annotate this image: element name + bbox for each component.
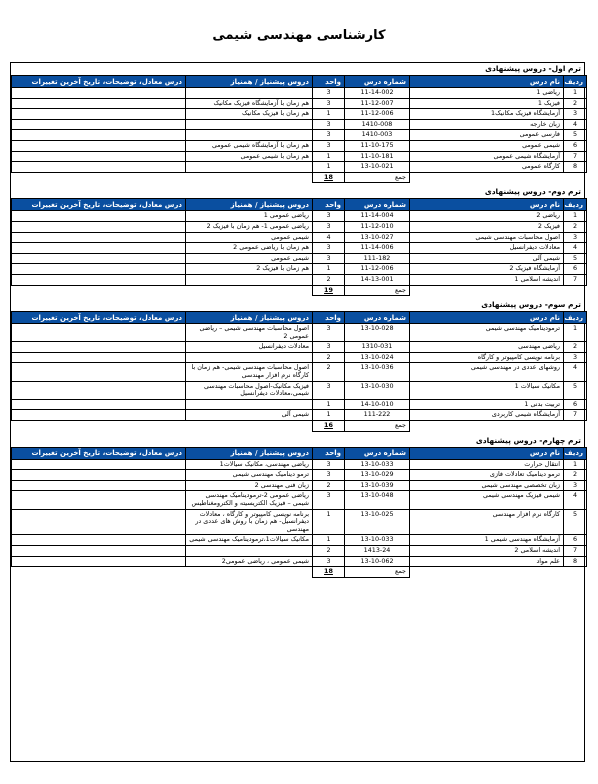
table-cell: شیمی عمومی (410, 140, 564, 151)
table-cell: معادلات دیفرانسیل (410, 243, 564, 254)
table-cell: 13-10-036 (345, 363, 410, 381)
empty-cell (186, 567, 313, 578)
column-header: شماره درس (345, 199, 410, 211)
table-row (12, 119, 587, 130)
table-cell (12, 509, 186, 535)
table-cell: 5 (564, 509, 587, 535)
table-cell: فیزیک 1 (410, 98, 564, 109)
term-table (11, 75, 587, 183)
table-cell (12, 410, 186, 421)
empty-cell (12, 567, 186, 578)
table-cell: 1 (313, 109, 345, 120)
table-cell: 7 (564, 545, 587, 556)
table-row (12, 324, 587, 342)
table-cell: 3 (313, 211, 345, 222)
table-cell: 5 (564, 381, 587, 399)
table-cell: 2 (564, 98, 587, 109)
table-cell: شیمی عمومی (186, 253, 313, 264)
column-header: ردیف (564, 312, 587, 324)
empty-cell (12, 172, 186, 183)
table-cell: 13-10-033 (345, 459, 410, 470)
table-cell: 3 (313, 470, 345, 481)
table-row (12, 381, 587, 399)
table-cell: 2 (564, 221, 587, 232)
sum-row (12, 567, 587, 578)
column-header: ردیف (564, 199, 587, 211)
table-cell (12, 162, 186, 173)
table-cell (12, 98, 186, 109)
table-cell (12, 88, 186, 99)
table-cell (12, 352, 186, 363)
empty-cell (186, 421, 313, 432)
column-header: واحد (313, 199, 345, 211)
table-cell: 2 (313, 352, 345, 363)
table-cell: هم زمان با آزمایشگاه شیمی عمومی (186, 140, 313, 151)
table-cell: 14-13-001 (345, 274, 410, 285)
term-heading: ترم دوم- دروس پیشنهادی (484, 187, 581, 197)
column-header: نام درس (410, 312, 564, 324)
table-row (12, 491, 587, 509)
table-cell (12, 274, 186, 285)
term-table (11, 198, 587, 296)
table-cell: 4 (313, 232, 345, 243)
table-cell: تربیت بدنی 1 (410, 399, 564, 410)
table-cell: 13-10-021 (345, 162, 410, 173)
table-cell: 3 (313, 491, 345, 509)
table-cell: علم مواد (410, 556, 564, 567)
total-units: 18 (313, 172, 345, 183)
table-cell (12, 491, 186, 509)
table-cell: هم زمان با فیزیک مکانیک (186, 109, 313, 120)
table-row (12, 399, 587, 410)
table-cell: آزمایشگاه مهندسی شیمی 1 (410, 535, 564, 546)
table-cell (12, 253, 186, 264)
table-cell: 11-12-007 (345, 98, 410, 109)
table-cell: 7 (564, 151, 587, 162)
table-cell: 1410-008 (345, 119, 410, 130)
table-row (12, 480, 587, 491)
table-cell (12, 324, 186, 342)
table-cell: 1 (564, 324, 587, 342)
table-cell (12, 151, 186, 162)
table-cell: ریاضی مهندسی، مکانیک سیالات1 (186, 459, 313, 470)
column-header: دروس پیشنیاز / همنیاز (186, 76, 313, 88)
column-header: شماره درس (345, 76, 410, 88)
table-cell (12, 556, 186, 567)
table-cell: برنامه نویسی کامپیوتر و کارگاه ، معادلات دیفرانسیل- هم زمان با روش های عددی در مهندسی (186, 509, 313, 535)
table-cell: انتقال حرارت (410, 459, 564, 470)
table-cell: 1 (313, 410, 345, 421)
table-row (12, 556, 587, 567)
table-cell: 13-10-048 (345, 491, 410, 509)
table-cell: 7 (564, 410, 587, 421)
table-cell: 1410-003 (345, 130, 410, 141)
table-cell (12, 119, 186, 130)
table-cell: 5 (564, 130, 587, 141)
table-cell: 3 (564, 352, 587, 363)
table-cell: 3 (313, 88, 345, 99)
column-header: درس معادل، توضیحات، تاریخ آخرین تغییرات (12, 199, 186, 211)
table-cell: هم زمان با آزمایشگاه فیزیک مکانیک (186, 98, 313, 109)
table-cell: 2 (313, 545, 345, 556)
table-cell: شیمی آلی (186, 410, 313, 421)
table-cell: 1 (564, 459, 587, 470)
table-cell: آزمایشگاه شیمی عمومی (410, 151, 564, 162)
table-cell: 8 (564, 556, 587, 567)
table-cell (186, 274, 313, 285)
table-cell: زبان خارجه (410, 119, 564, 130)
table-cell: 13-10-039 (345, 480, 410, 491)
table-cell: شیمی فیزیک مهندسی شیمی (410, 491, 564, 509)
empty-cell (186, 285, 313, 296)
total-units: 19 (313, 285, 345, 296)
table-cell: 11-10-181 (345, 151, 410, 162)
term-heading: ترم اول- دروس پیشنهادی (485, 64, 581, 73)
table-cell: کارگاه نرم افزار مهندسی (410, 509, 564, 535)
table-cell (12, 232, 186, 243)
table-cell: برنامه نویسی کامپیوتر و کارگاه (410, 352, 564, 363)
table-cell: 3 (313, 342, 345, 353)
table-cell (12, 381, 186, 399)
table-cell: هم زمان با شیمی عمومی (186, 151, 313, 162)
column-header: نام درس (410, 199, 564, 211)
table-cell: معادلات دیفرانسیل (186, 342, 313, 353)
table-cell: کارگاه عمومی (410, 162, 564, 173)
table-cell: شیمی عمومی ، ریاضی عمومی2 (186, 556, 313, 567)
column-header: دروس پیشنیاز / همنیاز (186, 199, 313, 211)
table-row (12, 264, 587, 275)
table-cell (12, 480, 186, 491)
column-header: دروس پیشنیاز / همنیاز (186, 447, 313, 459)
total-units: 18 (313, 567, 345, 578)
empty-cell (410, 421, 564, 432)
table-row (12, 470, 587, 481)
table-cell: 3 (313, 119, 345, 130)
table-row (12, 459, 587, 470)
table-cell: 6 (564, 264, 587, 275)
table-cell (186, 88, 313, 99)
table-cell: ریاضی 2 (410, 211, 564, 222)
column-header: درس معادل، توضیحات، تاریخ آخرین تغییرات (12, 312, 186, 324)
table-row (12, 535, 587, 546)
table-cell (12, 211, 186, 222)
table-row (12, 509, 587, 535)
column-header: ردیف (564, 447, 587, 459)
table-cell: ریاضی مهندسی (410, 342, 564, 353)
table-cell: اصول محاسبات مهندسی شیمی (410, 232, 564, 243)
table-cell: هم زمان با ریاضی عمومی 2 (186, 243, 313, 254)
term-heading: ترم چهارم- دروس پیشنهادی (475, 435, 581, 445)
table-cell (12, 140, 186, 151)
empty-cell (410, 567, 564, 578)
table-cell: 1413-24 (345, 545, 410, 556)
table-cell (12, 130, 186, 141)
table-cell: 1 (313, 535, 345, 546)
sum-row (12, 172, 587, 183)
empty-cell (186, 172, 313, 183)
table-row (12, 162, 587, 173)
table-cell: 13-10-027 (345, 232, 410, 243)
table-cell: 11-10-175 (345, 140, 410, 151)
table-cell: 3 (564, 232, 587, 243)
term-table (11, 447, 587, 578)
empty-cell (12, 285, 186, 296)
column-header: دروس پیشنیاز / همنیاز (186, 312, 313, 324)
table-cell: 4 (564, 363, 587, 381)
table-cell: 3 (313, 381, 345, 399)
table-cell: مکانیک سیالات1،ترمودینامیک مهندسی شیمی (186, 535, 313, 546)
table-cell: ترمو دینامیک مهندسی شیمی (186, 470, 313, 481)
table-row (12, 253, 587, 264)
table-cell: آزمایشگاه فیزیک 2 (410, 264, 564, 275)
term-table (11, 311, 587, 432)
table-row (12, 140, 587, 151)
table-cell: هم زمان با فیزیک 2 (186, 264, 313, 275)
table-cell (12, 342, 186, 353)
table-cell (186, 399, 313, 410)
table-row (12, 151, 587, 162)
table-cell: 13-10-024 (345, 352, 410, 363)
table-row (12, 243, 587, 254)
sum-label: جمع (345, 172, 410, 183)
table-cell: 6 (564, 535, 587, 546)
table-cell: 2 (564, 470, 587, 481)
table-cell: ترمو دینامیک تعادلات فازی (410, 470, 564, 481)
table-cell (12, 264, 186, 275)
table-cell: ریاضی 1 (410, 88, 564, 99)
table-row (12, 363, 587, 381)
table-cell (12, 243, 186, 254)
table-cell (12, 399, 186, 410)
table-cell: ریاضی عمومی 1 (186, 211, 313, 222)
table-cell: مکانیک سیالات 1 (410, 381, 564, 399)
table-cell: 4 (564, 119, 587, 130)
table-cell: 13-10-030 (345, 381, 410, 399)
table-cell: آزمایشگاه شیمی کاربردی (410, 410, 564, 421)
empty-cell (564, 285, 587, 296)
table-row (12, 98, 587, 109)
table-cell: 3 (313, 556, 345, 567)
table-cell: 13-10-062 (345, 556, 410, 567)
table-cell (186, 130, 313, 141)
table-cell: 3 (313, 98, 345, 109)
table-cell: 6 (564, 140, 587, 151)
table-cell: فارسی عمومی (410, 130, 564, 141)
table-cell: 8 (564, 162, 587, 173)
table-cell: شیمی عمومی (186, 232, 313, 243)
table-cell: 3 (564, 480, 587, 491)
table-cell: شیمی آلی (410, 253, 564, 264)
sum-label: جمع (345, 421, 410, 432)
table-cell: فیزیک 2 (410, 221, 564, 232)
table-cell: 1 (564, 211, 587, 222)
table-cell: 4 (564, 243, 587, 254)
table-cell: 13-10-025 (345, 509, 410, 535)
table-cell: 3 (313, 130, 345, 141)
table-cell: 11-12-006 (345, 264, 410, 275)
table-cell: 1 (313, 264, 345, 275)
table-cell (12, 363, 186, 381)
table-cell: 11-12-010 (345, 221, 410, 232)
table-row (12, 109, 587, 120)
table-cell: 13-10-033 (345, 535, 410, 546)
table-cell (12, 221, 186, 232)
column-header: نام درس (410, 76, 564, 88)
table-cell: 2 (313, 480, 345, 491)
column-header: درس معادل، توضیحات، تاریخ آخرین تغییرات (12, 447, 186, 459)
curriculum-container (10, 62, 585, 762)
table-cell: 5 (564, 253, 587, 264)
table-cell: زبان فنی مهندسی 2 (186, 480, 313, 491)
table-cell: 3 (564, 109, 587, 120)
sum-label: جمع (345, 285, 410, 296)
table-cell: 11-14-004 (345, 211, 410, 222)
table-cell: اصول محاسبات مهندسی شیمی- هم زمان با کارگاه نرم افزار مهندسی (186, 363, 313, 381)
table-cell: ریاضی عمومی 2-ترمودینامیک مهندسی شیمی – فیزیک الکتریسیته و الکترومغناطیس (186, 491, 313, 509)
table-cell: 3 (313, 459, 345, 470)
table-cell: 1310-031 (345, 342, 410, 353)
table-cell: ترمودینامیک مهندسی شیمی (410, 324, 564, 342)
table-cell (186, 352, 313, 363)
table-cell: 1 (313, 151, 345, 162)
sum-row (12, 285, 587, 296)
table-cell: 4 (564, 491, 587, 509)
table-cell: 1 (313, 162, 345, 173)
empty-cell (564, 421, 587, 432)
column-header: درس معادل، توضیحات، تاریخ آخرین تغییرات (12, 76, 186, 88)
table-cell: 111-222 (345, 410, 410, 421)
page-title: کارشناسی مهندسی شیمی (212, 28, 386, 43)
table-cell (186, 162, 313, 173)
sum-label: جمع (345, 567, 410, 578)
table-cell: اندیشه اسلامی 2 (410, 545, 564, 556)
table-cell: روشهای عددی در مهندسی شیمی (410, 363, 564, 381)
column-header: شماره درس (345, 447, 410, 459)
table-cell: 3 (313, 140, 345, 151)
table-cell: 6 (564, 399, 587, 410)
table-row (12, 232, 587, 243)
table-row (12, 545, 587, 556)
table-row (12, 342, 587, 353)
table-cell: 1 (313, 399, 345, 410)
empty-cell (410, 172, 564, 183)
table-row (12, 211, 587, 222)
column-header: نام درس (410, 447, 564, 459)
total-units: 16 (313, 421, 345, 432)
table-row (12, 352, 587, 363)
table-cell: 3 (313, 253, 345, 264)
table-row (12, 221, 587, 232)
table-cell: 11-14-006 (345, 243, 410, 254)
table-cell: آزمایشگاه فیزیک مکانیک1 (410, 109, 564, 120)
column-header: واحد (313, 447, 345, 459)
table-cell: 11-12-006 (345, 109, 410, 120)
table-cell: 1 (313, 509, 345, 535)
table-cell: ریاضی عمومی 1- هم زمان با فیزیک 2 (186, 221, 313, 232)
table-cell: فیزیک مکانیک-اصول محاسبات مهندسی شیمی،معادلات دیفرانسیل (186, 381, 313, 399)
sum-row (12, 421, 587, 432)
table-cell: 1 (564, 88, 587, 99)
table-cell: 2 (313, 274, 345, 285)
table-row (12, 274, 587, 285)
table-row (12, 88, 587, 99)
table-cell (186, 119, 313, 130)
column-header: ردیف (564, 76, 587, 88)
table-cell: 2 (313, 363, 345, 381)
empty-cell (12, 421, 186, 432)
table-cell (12, 470, 186, 481)
table-cell (12, 459, 186, 470)
table-cell: 13-10-028 (345, 324, 410, 342)
empty-cell (564, 172, 587, 183)
table-cell (12, 109, 186, 120)
table-cell (12, 545, 186, 556)
table-cell: 11-14-002 (345, 88, 410, 99)
table-cell (12, 535, 186, 546)
empty-cell (564, 567, 587, 578)
table-cell: 14-10-010 (345, 399, 410, 410)
empty-cell (410, 285, 564, 296)
table-cell: اصول محاسبات مهندسی شیمی – ریاضی عمومی 2 (186, 324, 313, 342)
table-cell: اندیشه اسلامی 1 (410, 274, 564, 285)
column-header: واحد (313, 312, 345, 324)
table-row (12, 130, 587, 141)
table-row (12, 410, 587, 421)
column-header: شماره درس (345, 312, 410, 324)
table-cell: 7 (564, 274, 587, 285)
table-cell: زبان تخصصی مهندسی شیمی (410, 480, 564, 491)
table-cell: 3 (313, 324, 345, 342)
term-heading: ترم سوم- دروس پیشنهادی (481, 300, 581, 310)
table-cell: 3 (313, 243, 345, 254)
column-header: واحد (313, 76, 345, 88)
table-cell: 111-182 (345, 253, 410, 264)
table-cell: 13-10-029 (345, 470, 410, 481)
table-cell: 3 (313, 221, 345, 232)
table-cell: 2 (564, 342, 587, 353)
table-cell (186, 545, 313, 556)
